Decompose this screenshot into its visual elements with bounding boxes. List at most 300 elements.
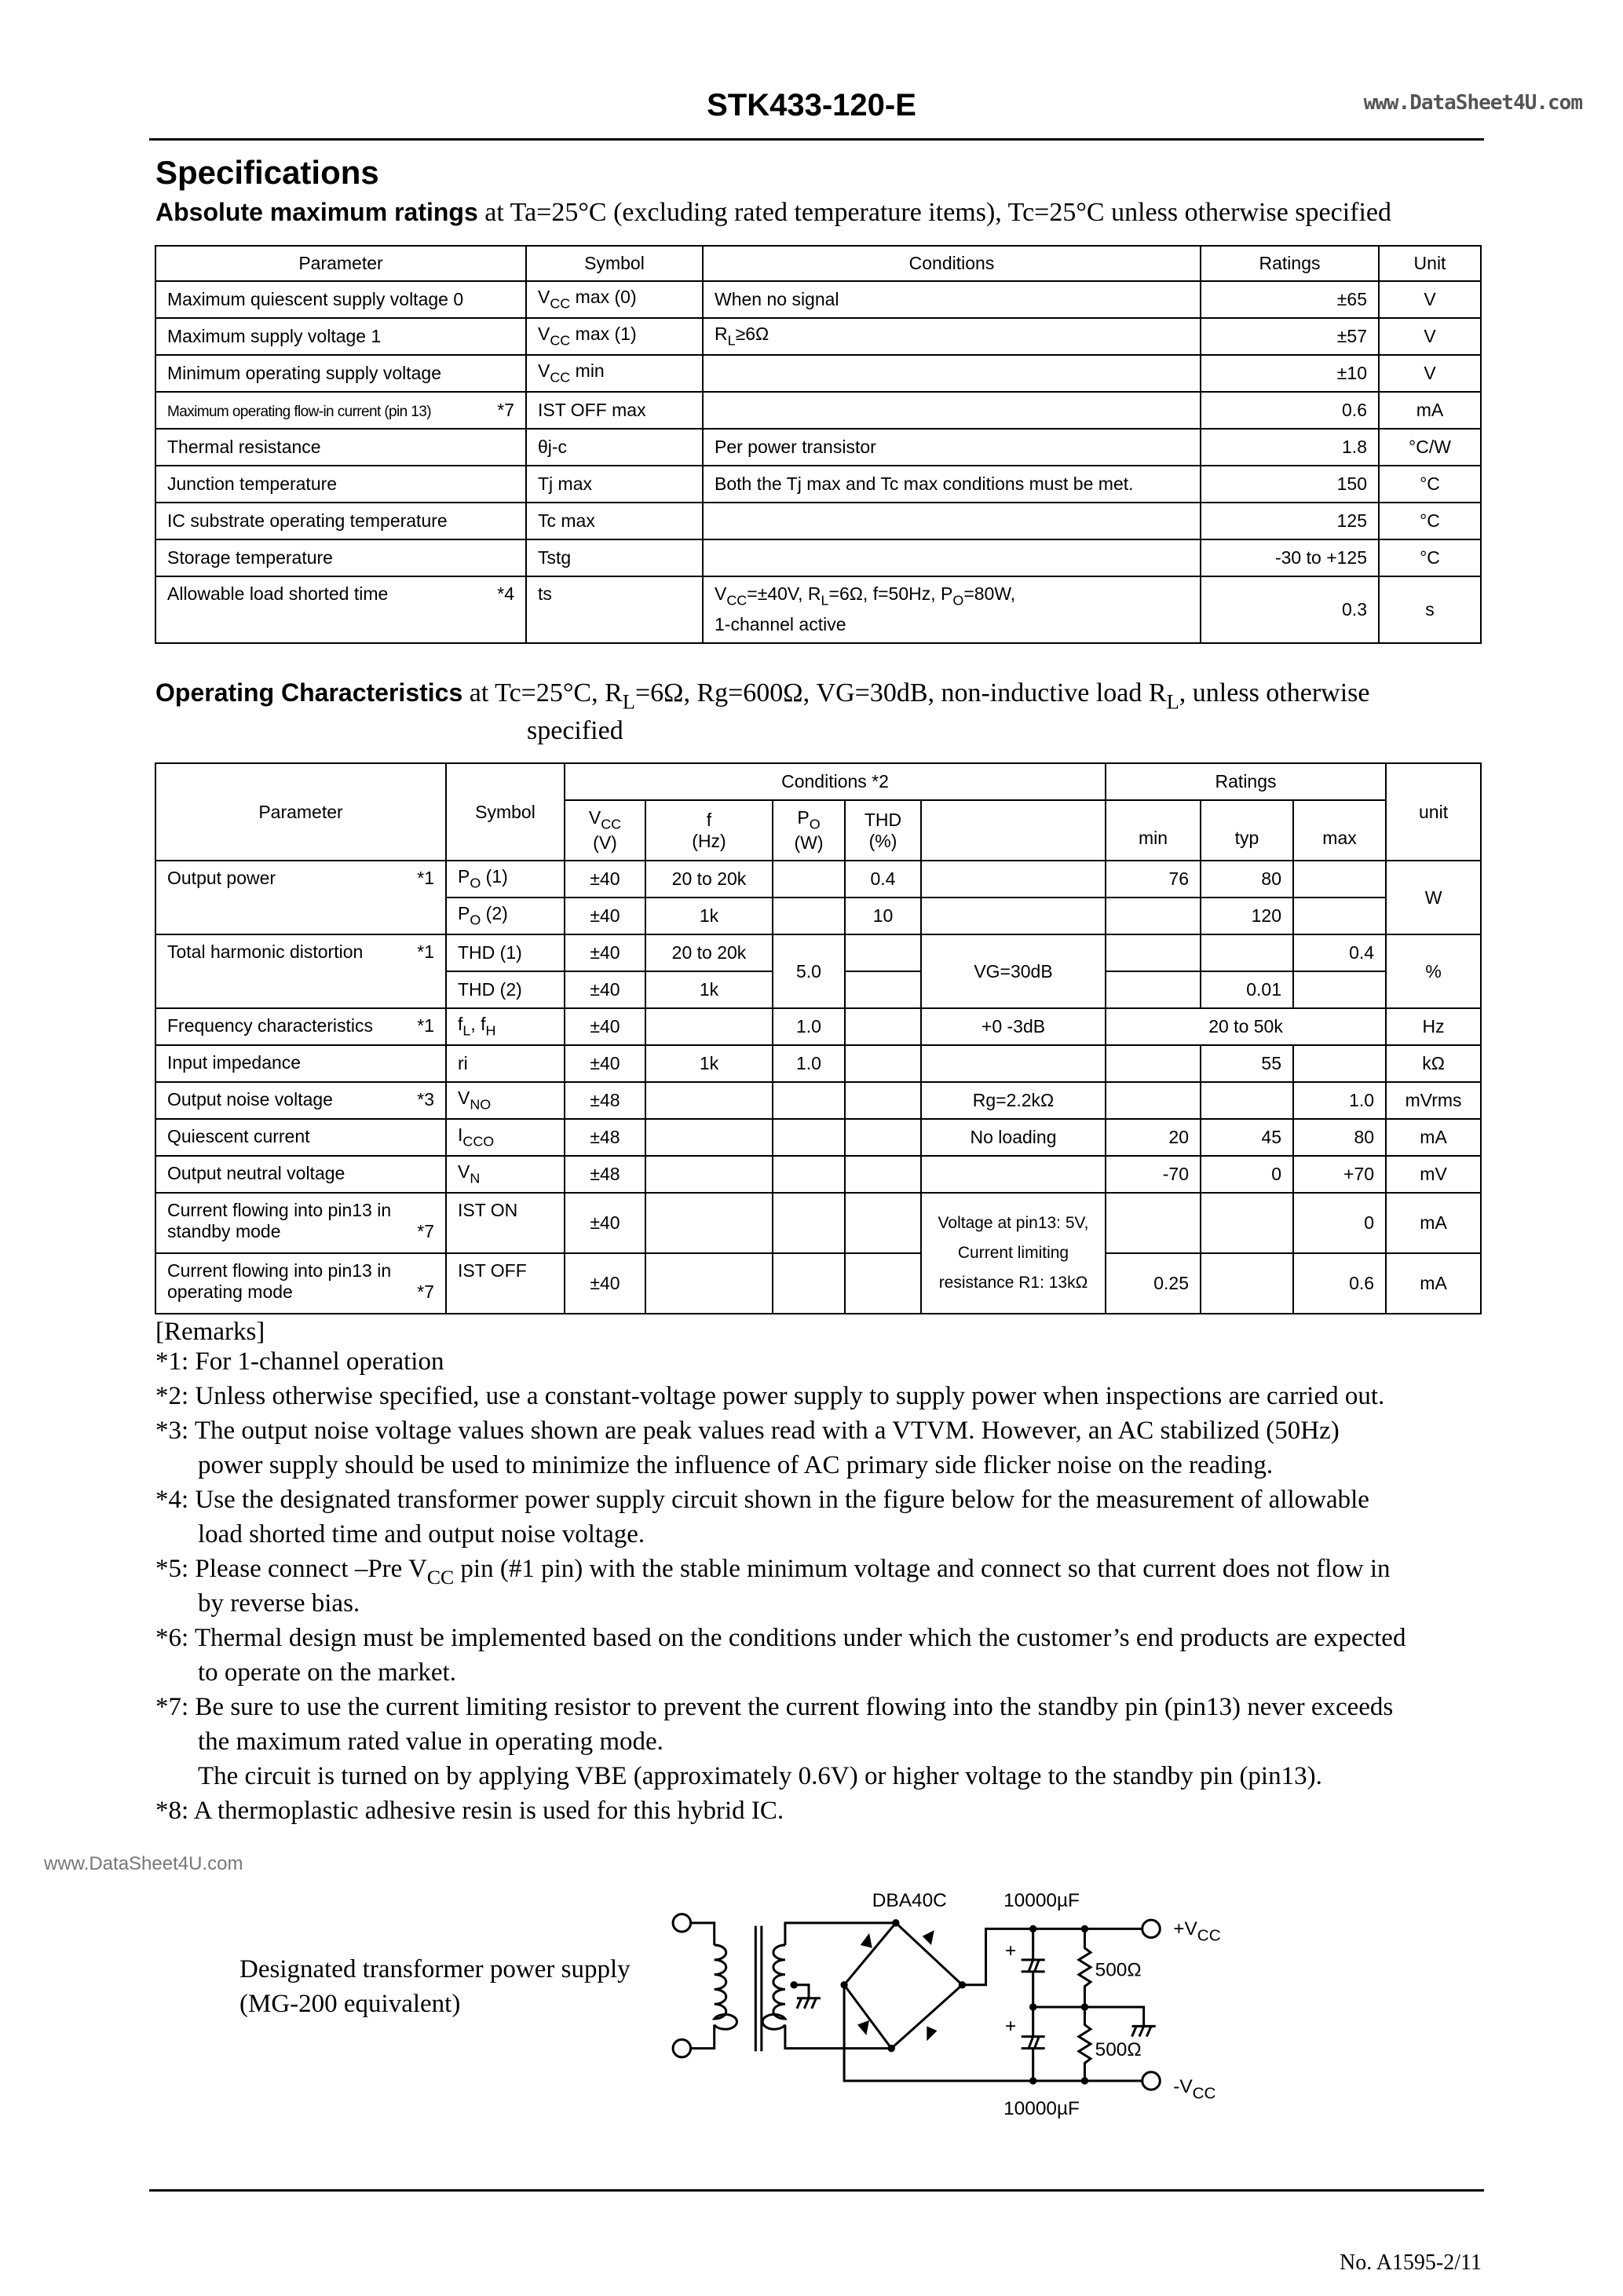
note-ref: *7 — [417, 1221, 434, 1241]
param-label: Thermal resistance — [167, 437, 321, 457]
col-header-unit: unit — [1386, 763, 1481, 861]
col-header-thd — [845, 800, 921, 861]
subscript-text: L — [462, 1022, 471, 1039]
abs-max-heading — [155, 198, 1391, 228]
text-segment: max (1) — [570, 324, 637, 345]
vcc-cell: ±48 — [565, 1119, 645, 1156]
param-cell — [155, 355, 526, 392]
thd-label: THD — [864, 809, 902, 830]
absolute-max-ratings-table — [155, 245, 1482, 644]
subscript-text: CC — [426, 1566, 455, 1589]
unit-cell: mVrms — [1386, 1082, 1481, 1119]
text-segment: , unless otherwise — [1179, 678, 1370, 707]
text-segment: *3: The output noise voltage values shown are peak values read with a VTVM. However, an AC stabilized (50Hz) — [155, 1417, 1340, 1445]
conditions-cell — [703, 318, 1201, 355]
vcc-pos-sub: CC — [1197, 1926, 1221, 1945]
unit-cell: V — [1379, 355, 1481, 392]
abs-max-heading-rest: at Ta=25°C (excluding rated temperature items), Tc=25°C unless otherwise specified — [477, 198, 1392, 227]
remark-line — [198, 1727, 663, 1757]
conditions-cell — [703, 355, 1201, 392]
param-cell — [155, 1193, 446, 1253]
thd-cell — [845, 1008, 921, 1045]
f-cell: 20 to 20k — [645, 861, 773, 898]
table-row — [155, 429, 1481, 466]
plus-mark: + — [1004, 2015, 1017, 2037]
param-label: Output power — [167, 868, 276, 888]
f-unit: (Hz) — [692, 830, 726, 851]
text-segment: I — [458, 1124, 463, 1146]
col-header-min: min — [1106, 800, 1201, 861]
f-cell — [645, 1156, 773, 1193]
col-header-parameter: Parameter — [155, 763, 446, 861]
cond-cell: +0 -3dB — [921, 1008, 1106, 1045]
col-header: Parameter — [155, 246, 526, 281]
table-row — [155, 1253, 1481, 1314]
param-label: Maximum operating flow-in current (pin 13) — [167, 404, 431, 420]
subscript-text: CC — [601, 816, 622, 832]
f-cell: 1k — [645, 971, 773, 1008]
po-cell — [773, 1193, 845, 1253]
condition-text — [715, 583, 1016, 609]
remark-line — [155, 1417, 1340, 1446]
subscript-text: CC — [550, 369, 571, 386]
param-label: Current flowing into pin13 in — [167, 1200, 392, 1220]
param-cell — [155, 1045, 446, 1082]
range-cell: 20 to 50k — [1106, 1008, 1386, 1045]
rating-cell: ±10 — [1201, 355, 1379, 392]
symbol-cell — [446, 1156, 565, 1193]
col-header-ratings: Ratings — [1106, 763, 1386, 800]
unit-cell: °C — [1379, 539, 1481, 576]
param-cell — [155, 1253, 446, 1314]
table-row — [155, 318, 1481, 355]
vcc-cell: ±40 — [565, 1008, 645, 1045]
bridge-label: DBA40C — [872, 1890, 947, 1912]
text-segment: =6Ω, f=50Hz, P — [828, 583, 953, 604]
col-header-conditions: Conditions *2 — [565, 763, 1106, 800]
text-segment: by reverse bias. — [198, 1589, 360, 1618]
min-cell — [1106, 898, 1201, 934]
cond-cell — [921, 861, 1106, 898]
subscript-text: CC — [550, 332, 571, 349]
unit-cell: °C/W — [1379, 429, 1481, 466]
max-cell — [1293, 898, 1386, 934]
param-cell — [155, 934, 446, 1008]
cond-cell: No loading — [921, 1119, 1106, 1156]
col-header-blank — [921, 800, 1106, 861]
vcc-cell: ±40 — [565, 1193, 645, 1253]
table-row — [155, 1119, 1481, 1156]
note-ref: *4 — [497, 583, 514, 604]
po-cell — [773, 1156, 845, 1193]
power-supply-circuit — [649, 1881, 1262, 2133]
cond-cell — [921, 1156, 1106, 1193]
rating-cell: 150 — [1201, 466, 1379, 503]
text-segment: *1: For 1-channel operation — [155, 1347, 444, 1376]
unit-cell: °C — [1379, 503, 1481, 539]
op-char-heading-bold: Operating Characteristics — [155, 678, 463, 707]
vcc-cell: ±40 — [565, 898, 645, 934]
cond-cell: VG=30dB — [921, 934, 1106, 1008]
symbol-cell — [446, 1193, 565, 1253]
vcc-cell: ±48 — [565, 1156, 645, 1193]
vcc-cell: ±40 — [565, 1253, 645, 1314]
plus-mark: + — [1004, 1940, 1017, 1962]
conditions-cell — [703, 539, 1201, 576]
param-cell — [155, 1156, 446, 1193]
text-segment: Both the Tj max and Tc max conditions must be met. — [715, 473, 1134, 494]
col-header: Ratings — [1201, 246, 1379, 281]
text-segment: IST ON — [458, 1200, 518, 1220]
unit-cell: mA — [1386, 1253, 1481, 1314]
text-segment: at Tc=25°C, R — [462, 678, 623, 707]
text-segment: =80W, — [963, 583, 1016, 604]
condition-text — [715, 289, 839, 309]
subscript-text: N — [470, 1170, 481, 1186]
text-segment: V — [715, 583, 727, 604]
subscript-text: O — [809, 816, 821, 832]
thd-cell — [845, 1082, 921, 1119]
secondary-coil — [762, 1945, 785, 2029]
input-terminal-top — [673, 1914, 691, 1932]
subscript-text: O — [470, 912, 481, 928]
cond-cell: Rg=2.2kΩ — [921, 1082, 1106, 1119]
param-cell — [155, 503, 526, 539]
vcc-cell: ±40 — [565, 861, 645, 898]
param-label-2: operating mode — [167, 1281, 293, 1302]
max-cell: 0 — [1293, 1193, 1386, 1253]
vcc-unit: (V) — [593, 832, 617, 854]
param-label: IC substrate operating temperature — [167, 510, 448, 531]
primary-wire — [691, 1923, 715, 2049]
rating-cell: 1.8 — [1201, 429, 1379, 466]
typ-cell: 0 — [1201, 1156, 1293, 1193]
thd-cell — [845, 1045, 921, 1082]
symbol-cell — [446, 1008, 565, 1045]
text-segment: pin (#1 pin) with the stable minimum voltage and connect so that current does not flow in — [454, 1555, 1391, 1583]
text-segment: load shorted time and output noise voltage. — [198, 1520, 645, 1548]
param-label: Quiescent current — [167, 1126, 310, 1146]
circuit-label: Designated transformer power supply — [239, 1955, 631, 1983]
rating-cell: ±65 — [1201, 281, 1379, 318]
remark-line — [155, 1797, 784, 1826]
param-label: Allowable load shorted time — [167, 583, 389, 604]
min-cell — [1106, 1082, 1201, 1119]
table-row — [155, 1193, 1481, 1253]
f-cell: 20 to 20k — [645, 934, 773, 971]
thd-cell — [845, 1253, 921, 1314]
thd-cell: 0.4 — [845, 861, 921, 898]
min-cell — [1106, 1193, 1201, 1253]
param-cell — [155, 466, 526, 503]
subscript-text: O — [952, 592, 964, 609]
thd-cell: 10 — [845, 898, 921, 934]
text-segment: (1) — [481, 866, 508, 887]
vcc-label — [588, 806, 622, 832]
symbol-cell — [446, 1082, 565, 1119]
symbol-cell — [446, 971, 565, 1008]
condition-text — [715, 437, 876, 457]
typ-cell: 45 — [1201, 1119, 1293, 1156]
min-cell: 20 — [1106, 1119, 1201, 1156]
remark-line — [198, 1658, 456, 1687]
watermark-left[interactable]: www.DataSheet4U.com — [44, 1853, 243, 1874]
note-ref: *1 — [417, 868, 434, 888]
text-segment: *7: Be sure to use the current limiting resistor to prevent the current flowing into the standby pin (pin13) never exceeds — [155, 1693, 1394, 1721]
max-cell: 1.0 — [1293, 1082, 1386, 1119]
remark-line — [198, 1589, 360, 1618]
cond-cell — [921, 1193, 1106, 1314]
vcc-neg-label — [1173, 2076, 1215, 2103]
unit-cell: kΩ — [1386, 1045, 1481, 1082]
param-label: Current flowing into pin13 in — [167, 1260, 392, 1281]
table-row — [155, 355, 1481, 392]
text-segment: Tj max — [538, 473, 592, 494]
po-cell: 1.0 — [773, 1045, 845, 1082]
text-segment: power supply should be used to minimize the influence of AC primary side flicker noise on the reading. — [198, 1451, 1274, 1479]
cond-line: Voltage at pin13: 5V, — [938, 1214, 1089, 1232]
subscript-text: CC — [550, 295, 571, 312]
text-segment: V — [458, 1088, 470, 1109]
rating-cell: ±57 — [1201, 318, 1379, 355]
text-segment: f — [458, 1014, 463, 1035]
text-segment: V — [538, 324, 550, 345]
text-segment: *8: A thermoplastic adhesive resin is used for this hybrid IC. — [155, 1797, 784, 1825]
vcc-neg-sub: CC — [1192, 2084, 1216, 2103]
ground-symbol — [794, 1985, 821, 2009]
f-cell — [645, 1253, 773, 1314]
param-label: Maximum quiescent supply voltage 0 — [167, 289, 464, 309]
param-cell — [155, 281, 526, 318]
typ-cell — [1201, 1193, 1293, 1253]
input-terminal-bottom — [673, 2039, 691, 2057]
conditions-cell — [703, 392, 1201, 429]
table-header-row — [155, 763, 1481, 800]
table-row — [155, 1008, 1481, 1045]
text-segment: P — [797, 806, 810, 828]
typ-cell — [1201, 1082, 1293, 1119]
typ-cell — [1201, 1253, 1293, 1314]
text-segment: Per power transistor — [715, 437, 876, 457]
typ-cell: 55 — [1201, 1045, 1293, 1082]
thd-cell — [845, 1193, 921, 1253]
text-segment: Tstg — [538, 547, 572, 568]
f-cell — [645, 1008, 773, 1045]
text-segment: (2) — [481, 903, 508, 924]
vcc-cell: ±48 — [565, 1082, 645, 1119]
remark-line — [155, 1382, 1384, 1411]
typ-cell — [1201, 934, 1293, 971]
vcc-neg-main: -V — [1173, 2076, 1193, 2098]
unit-cell: Hz — [1386, 1008, 1481, 1045]
col-header-max: max — [1293, 800, 1386, 861]
vcc-neg-terminal — [1142, 2072, 1161, 2090]
col-header: Conditions — [703, 246, 1201, 281]
po-unit: (W) — [794, 832, 824, 854]
unit-cell: mV — [1386, 1156, 1481, 1193]
op-char-heading — [155, 678, 1369, 714]
symbol-cell — [526, 503, 703, 539]
text-segment: max (0) — [570, 287, 637, 308]
note-ref: *1 — [417, 1015, 434, 1036]
thd-cell — [845, 1156, 921, 1193]
symbol-cell — [526, 466, 703, 503]
min-cell: -70 — [1106, 1156, 1201, 1193]
table-row — [155, 861, 1481, 898]
table-row — [155, 466, 1481, 503]
text-segment: The circuit is turned on by applying VBE (approximately 0.6V) or higher voltage to the standby pin (pin13). — [198, 1762, 1322, 1790]
po-cell — [773, 861, 845, 898]
table-row — [155, 281, 1481, 318]
text-segment: THD (1) — [458, 942, 522, 963]
table-row — [155, 503, 1481, 539]
unit-cell: V — [1379, 318, 1481, 355]
po-cell: 5.0 — [773, 934, 845, 1008]
text-segment: Tc max — [538, 510, 595, 531]
op-char-heading-rest — [462, 678, 1370, 714]
remark-line — [155, 1624, 1406, 1653]
subscript-text: O — [470, 875, 481, 891]
page-number: No. A1595-2/11 — [1340, 2250, 1482, 2275]
symbol-cell — [526, 392, 703, 429]
text-segment: P — [458, 866, 470, 887]
po-cell: 1.0 — [773, 1008, 845, 1045]
text-segment: *2: Unless otherwise specified, use a constant-voltage power supply to supply power when inspections are carried out. — [155, 1382, 1385, 1410]
symbol-cell — [446, 1253, 565, 1314]
param-cell — [155, 861, 446, 934]
vcc-pos-label — [1173, 1918, 1220, 1945]
table-row — [155, 392, 1481, 429]
footer-rule — [149, 2189, 1484, 2192]
unit-cell: mA — [1379, 392, 1481, 429]
min-cell: 0.25 — [1106, 1253, 1201, 1314]
abs-max-heading-bold: Absolute maximum ratings — [155, 198, 478, 226]
param-label: Output neutral voltage — [167, 1163, 345, 1183]
table-row — [155, 576, 1481, 643]
f-cell — [645, 1119, 773, 1156]
max-cell — [1293, 1045, 1386, 1082]
table-row — [155, 539, 1481, 576]
min-cell — [1106, 971, 1201, 1008]
conditions-cell — [703, 281, 1201, 318]
param-cell — [155, 1119, 446, 1156]
circuit-label-model: (MG-200 equivalent) — [239, 1990, 461, 2018]
section-title: Specifications — [155, 154, 379, 191]
table-row — [155, 1156, 1481, 1193]
vcc-cell: ±40 — [565, 934, 645, 971]
unit-cell: V — [1379, 281, 1481, 318]
param-cell — [155, 539, 526, 576]
text-segment: ri — [458, 1053, 468, 1073]
rating-cell: 125 — [1201, 503, 1379, 539]
symbol-cell — [446, 898, 565, 934]
param-cell — [155, 429, 526, 466]
thd-unit: (%) — [868, 830, 897, 851]
unit-cell: s — [1379, 576, 1481, 643]
remark-line — [155, 1555, 1391, 1589]
table-header-row — [155, 246, 1481, 281]
cond-cell — [921, 1045, 1106, 1082]
subscript-text: L — [1166, 689, 1179, 714]
typ-cell: 0.01 — [1201, 971, 1293, 1008]
param-cell — [155, 392, 526, 429]
max-cell — [1293, 861, 1386, 898]
remark-line — [155, 1693, 1393, 1722]
text-segment: ≥6Ω — [735, 324, 769, 345]
transformer-core — [755, 1926, 762, 2052]
f-cell: 1k — [645, 898, 773, 934]
cond-cell — [921, 898, 1106, 934]
res-bottom-label: 500Ω — [1095, 2039, 1142, 2061]
cond-line: Current limiting — [957, 1244, 1069, 1262]
unit-cell: % — [1386, 934, 1481, 1008]
text-segment: =6Ω, Rg=600Ω, VG=30dB, non-inductive load R — [635, 678, 1167, 707]
f-cell: 1k — [645, 1045, 773, 1082]
conditions-cell — [703, 429, 1201, 466]
text-segment: V — [588, 806, 601, 828]
min-cell — [1106, 934, 1201, 971]
text-segment: THD (2) — [458, 979, 522, 1000]
symbol-cell — [446, 861, 565, 898]
subscript-text: L — [622, 689, 635, 714]
param-label: Minimum operating supply voltage — [167, 363, 442, 383]
cap-bottom-label: 10000µF — [1003, 2098, 1080, 2120]
diode-icons — [857, 1930, 937, 2041]
header-rule — [149, 138, 1484, 141]
col-header-vcc — [565, 800, 645, 861]
text-segment: IST OFF — [458, 1260, 527, 1281]
subscript-text: NO — [470, 1096, 492, 1113]
param-label: Total harmonic distortion — [167, 941, 364, 962]
remark-line — [198, 1520, 645, 1549]
subscript-text: H — [485, 1022, 496, 1039]
col-header-po — [773, 800, 845, 861]
symbol-cell — [446, 1119, 565, 1156]
unit-cell: mA — [1386, 1193, 1481, 1253]
po-label — [797, 806, 821, 832]
symbol-cell — [526, 318, 703, 355]
po-cell — [773, 1082, 845, 1119]
note-ref: *1 — [417, 941, 434, 962]
col-header-f — [645, 800, 773, 861]
param-label-2: standby mode — [167, 1221, 281, 1241]
rating-cell: 0.6 — [1201, 392, 1379, 429]
text-segment: When no signal — [715, 289, 839, 309]
unit-cell: °C — [1379, 466, 1481, 503]
text-segment: θj-c — [538, 437, 568, 457]
remark-line — [155, 1486, 1369, 1515]
ground-symbol-out — [1033, 2007, 1156, 2037]
typ-cell: 80 — [1201, 861, 1293, 898]
watermark-top[interactable]: www.DataSheet4U.com — [1363, 91, 1582, 115]
text-segment: R — [715, 324, 728, 345]
max-cell: 0.6 — [1293, 1253, 1386, 1314]
vcc-cell: ±40 — [565, 971, 645, 1008]
text-segment: the maximum rated value in operating mode. — [198, 1727, 663, 1756]
vcc-pos-terminal — [1142, 1920, 1161, 1938]
remark-line — [155, 1347, 444, 1377]
unit-cell: W — [1386, 861, 1481, 934]
symbol-cell — [446, 1045, 565, 1082]
conditions-cell — [703, 576, 1201, 643]
text-segment: to operate on the market. — [198, 1658, 456, 1687]
note-ref: *7 — [417, 1281, 434, 1302]
max-cell: 80 — [1293, 1119, 1386, 1156]
thd-cell — [845, 1119, 921, 1156]
rating-cell: -30 to +125 — [1201, 539, 1379, 576]
cond-line: resistance R1: 13kΩ — [938, 1274, 1088, 1292]
col-header: Symbol — [526, 246, 703, 281]
